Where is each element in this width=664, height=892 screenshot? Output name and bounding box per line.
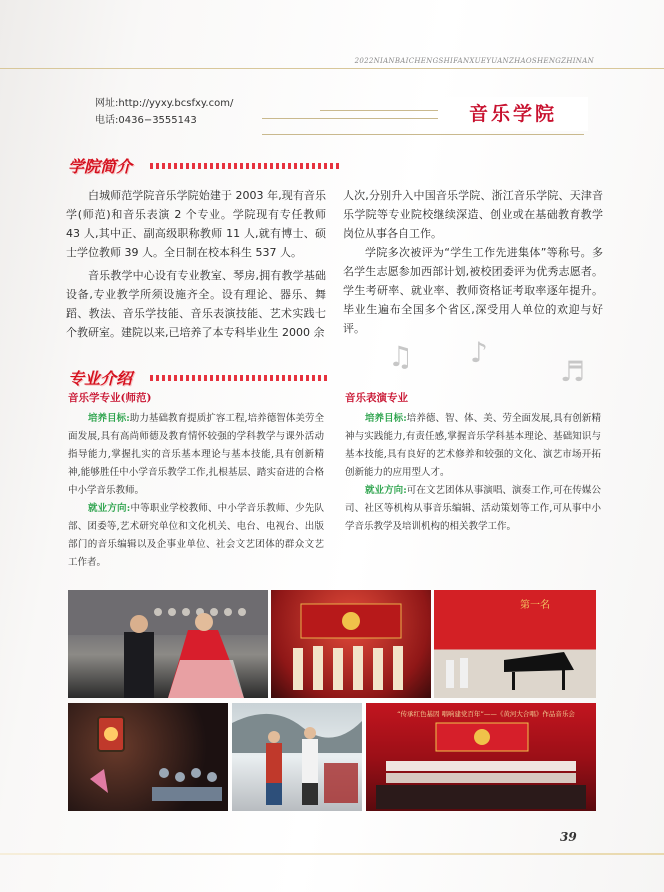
intro-paragraph-1: 白城师范学院音乐学院始建于 2003 年,现有音乐学(师范)和音乐表演 2 个专业。学院现有专任教师 43 人,其中正、副高级职称教师 11 人,就有博士、硕士学位教师 39 人。全日制在校本科生 537 人。 — [66, 189, 326, 259]
goal-text: 培养德、智、体、美、劳全面发展,具有创新精神与实践能力,有责任感,掌握音乐学科基本理论、基础知识与基本技能,具有良好的艺术修养和较强的文化、演艺市场开拓创新能力的应用型人才。 — [345, 413, 601, 478]
photo-duet-performance — [68, 590, 268, 698]
intro-heading: 学院简介 — [68, 157, 133, 176]
majors-heading: 专业介绍 — [68, 369, 133, 388]
music-note-icon: ♪ — [470, 336, 488, 369]
major-2-goal — [345, 410, 601, 482]
major-name: 音乐学专业(师范) — [68, 392, 152, 404]
career-label: 就业方向: — [365, 485, 407, 496]
contact-block — [95, 95, 233, 129]
photo-piano-stage — [434, 590, 596, 698]
photo-yellow-river-concert — [366, 703, 596, 811]
concert-banner-text: “传承红色基因 唱响建党百年”——《黄河大合唱》作品音乐会 — [397, 710, 575, 718]
music-note-icon: ♬ — [560, 355, 586, 388]
running-header: 2022NIANBAICHENGSHIFANXUEYUANZHAOSHENGZHINAN — [354, 57, 594, 65]
intro-right-column — [343, 186, 603, 338]
concert-illustration — [366, 703, 596, 811]
career-text: 可在文艺团体从事演唱、演奏工作,可在传媒公司、社区等机构从事音乐编辑、活动策划等工作,可从事中小学音乐教学及培训机构的相关教学工作。 — [345, 485, 601, 532]
photo-stage-chorus — [271, 590, 431, 698]
website-line[interactable]: 网址:http://yyxy.bcsfxy.com/ — [95, 98, 234, 109]
major-1-goal — [68, 410, 324, 500]
major-1-description — [68, 410, 324, 572]
stage-banner-text: 第一名 — [520, 600, 550, 611]
page-number: 39 — [560, 830, 577, 844]
major-name: 音乐表演专业 — [345, 392, 408, 404]
major-2-career — [345, 482, 601, 536]
college-title: 音乐学院 — [438, 97, 588, 131]
stage-illustration — [271, 590, 431, 698]
photo-dance-lantern — [68, 703, 228, 811]
goal-label: 培养目标: — [88, 413, 130, 424]
footer-rule — [0, 853, 664, 855]
intro-paragraph-3: 学院多次被评为“学生工作先进集体”等称号。多名学生志愿参加西部计划,被校团委评为优秀志愿者。学生考研率、就业率、教师资格证考取率逐年提升。毕业生遍布全国多个省区,深受用人单位的欢迎与好评。 — [343, 246, 603, 335]
career-text: 中等职业学校教师、中小学音乐教师、少先队部、团委等,艺术研究单位和文化机关、电台、电视台、出版部门的音乐编辑以及企事业单位、社会文艺团体的群众文艺工作者。 — [68, 503, 324, 568]
header-rule — [0, 68, 664, 69]
intro-paragraph-2: 音乐教学中心设有专业教室、琴房,拥有教学基础设备,专业教学所须设施齐全。设有理论、器乐、舞蹈、教法、音乐学技能、音乐表演技能、艺术实践七个教研室。建院以来,已培养了本专科毕业生 2000 余 — [66, 269, 326, 339]
goal-label: 培养目标: — [365, 413, 407, 424]
music-note-icon: ♫ — [388, 340, 414, 373]
photo-duet-costume — [232, 703, 362, 811]
career-label: 就业方向: — [88, 503, 131, 514]
intro-heading-decoration — [150, 163, 340, 169]
majors-heading-decoration — [150, 375, 330, 381]
major-2-description — [345, 410, 601, 536]
phone-line: 电话:0436−3555143 — [95, 115, 197, 126]
duet-illustration — [68, 590, 268, 698]
dance-illustration — [68, 703, 228, 811]
costume-illustration — [232, 703, 362, 811]
goal-text: 助力基础教育提质扩容工程,培养德智体美劳全面发展,具有高尚师德及教育情怀较强的学科教学与课外活动指导能力,掌握扎实的音乐基本理论与基本技能,具有创新精神,能够胜任中小学音乐教学工作,扎根基层、踏实奋进的合格中小学音乐教师。 — [68, 413, 324, 496]
piano-illustration — [434, 590, 596, 698]
intro-left-column — [66, 186, 326, 342]
major-1-career — [68, 500, 324, 572]
intro-paragraph-continued: 人次,分别升入中国音乐学院、浙江音乐学院、天津音乐学院等专业院校继续深造、创业或在基础教育教学岗位从事各自工作。 — [343, 189, 603, 240]
